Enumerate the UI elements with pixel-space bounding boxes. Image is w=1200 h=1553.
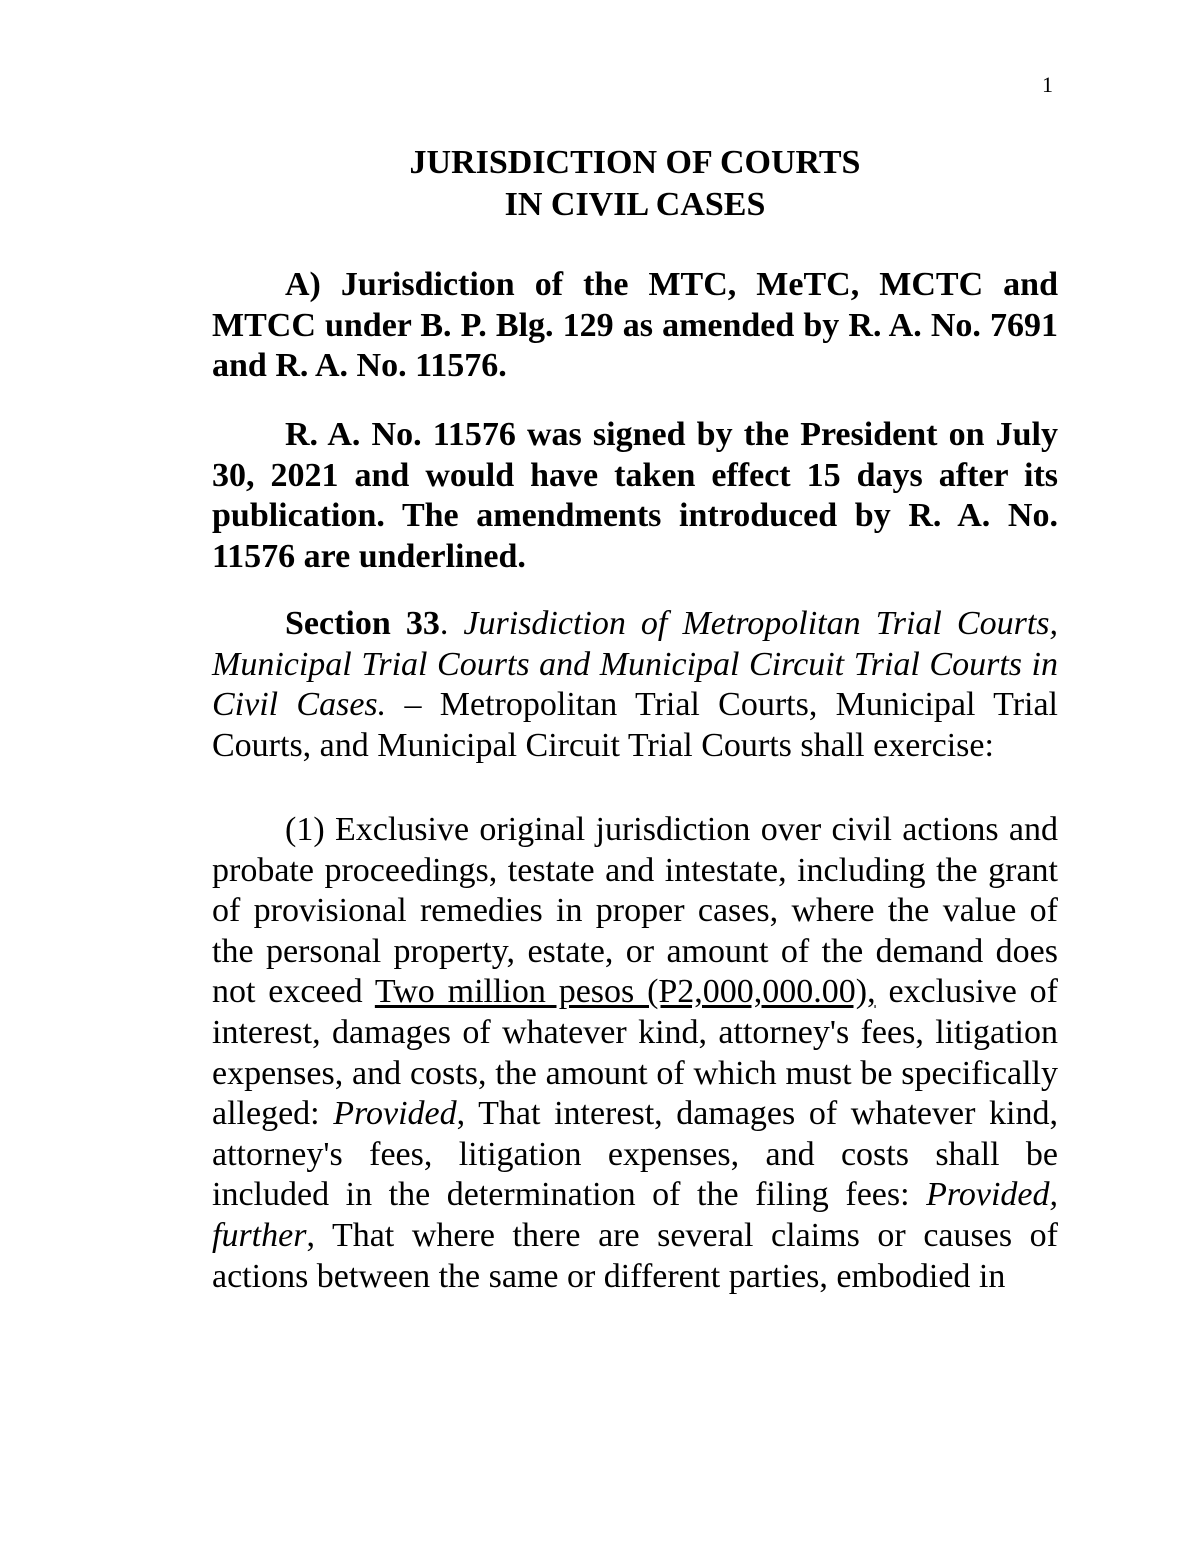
item-1-text-c: , That interest, damages of whatever kind, attorney's fees, litigation expenses, and costs shall be included in the determination of the filing fees: (212, 1095, 1058, 1214)
amendment-underlined-amount: Two million pesos (P2,000,000.00), (374, 973, 876, 1011)
item-1-text-b: exclusive of interest, damages of whatever kind, attorney's fees, litigation expenses, and costs, the amount of which must be specifically alleged: (212, 973, 1058, 1133)
item-1-text-d: , That where there are several claims or causes of actions between the same or different parties, embodied in (212, 1216, 1058, 1295)
item-1-paragraph (212, 810, 1058, 1297)
ra-11576-note: R. A. No. 11576 was signed by the President on July 30, 2021 and would have taken effect 15 days after its publication. The amendments introduced by R. A. No. 11576 are underlined. (212, 416, 1058, 575)
section-33-dot: . (439, 605, 449, 642)
proviso-provided-further: Provided, further (212, 1176, 1058, 1254)
title-line-1: JURISDICTION OF COURTS (409, 144, 861, 181)
section-33-caption: Jurisdiction of Metropolitan Trial Courts, Municipal Trial Courts and Municipal Circuit Trial Courts in Civil Cases. (212, 605, 1058, 724)
title-line-2: IN CIVIL CASES (504, 186, 766, 223)
item-1-text-a: (1) Exclusive original jurisdiction over civil actions and probate proceedings, testate and intestate, including the grant of provisional remedies in proper cases, where the value of the personal property, estate, or amount of the demand does not exceed (212, 811, 1058, 1011)
section-33-body: – Metropolitan Trial Courts, Municipal Trial Courts, and Municipal Circuit Trial Courts shall exercise: (212, 686, 1058, 764)
section-33-paragraph (212, 604, 1058, 766)
page-number: 1 (1042, 72, 1053, 97)
proviso-provided: Provided (333, 1095, 457, 1133)
section-33-label: Section 33 (285, 605, 440, 642)
section-heading-a: A) Jurisdiction of the MTC, MeTC, MCTC and MTCC under B. P. Blg. 129 as amended by R. A. No. 7691 and R. A. No. 11576. (212, 266, 1058, 385)
document-title (0, 142, 1200, 226)
